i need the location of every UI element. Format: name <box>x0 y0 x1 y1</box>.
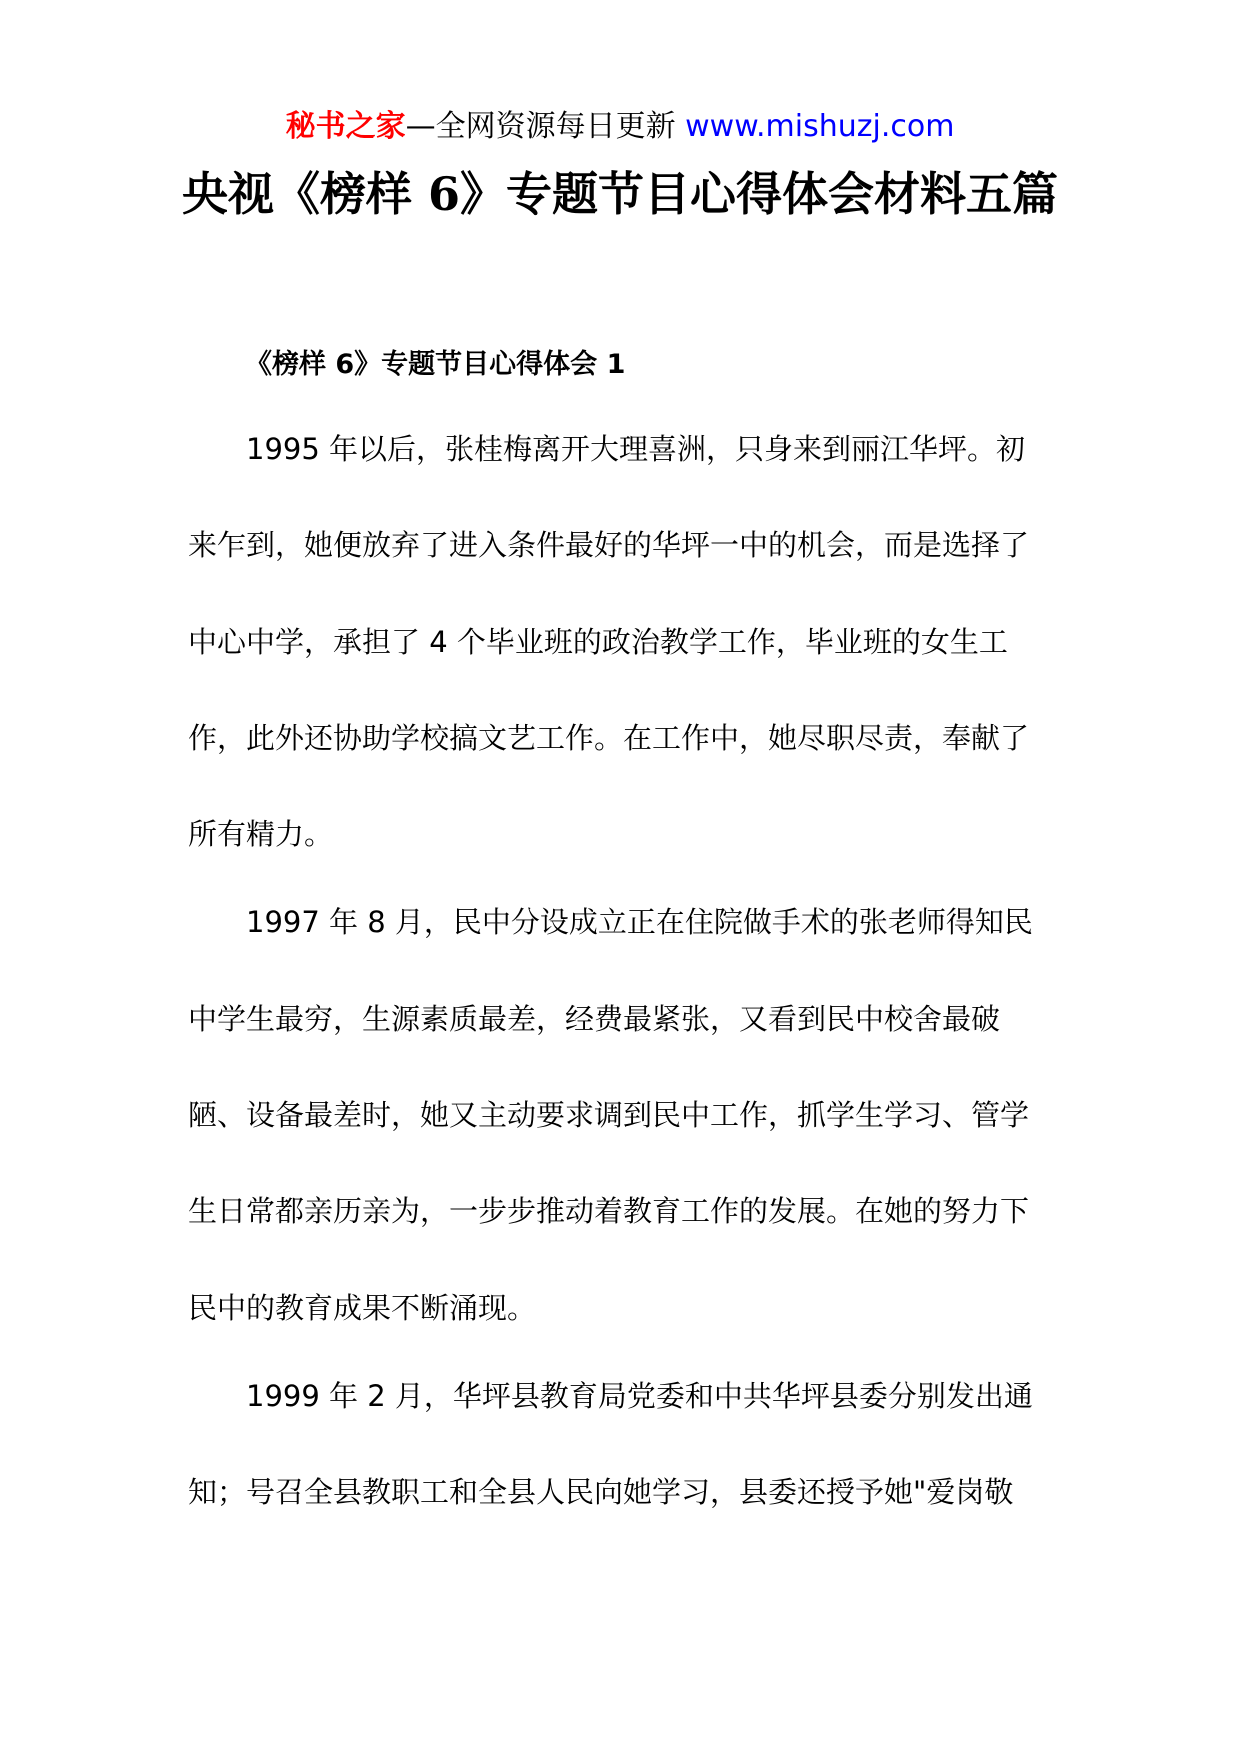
document-title: 央视《榜样 6》专题节目心得体会材料五篇 <box>181 167 1059 221</box>
site-tagline: —全网资源每日更新 <box>405 109 686 144</box>
site-url-link[interactable]: www.mishuzj.com <box>685 109 955 144</box>
section-heading: 《榜样 6》专题节目心得体会 1 <box>245 349 626 380</box>
paragraph-line: 知；号召全县教职工和全县人民向她学习，县委还授予她"爱岗敬 <box>188 1475 1014 1509</box>
paragraph-line: 所有精力。 <box>188 817 334 851</box>
site-brand: 秘书之家 <box>285 109 406 144</box>
paragraph-line: 1997 年 8 月，民中分设成立正在住院做手术的张老师得知民 <box>246 905 1033 939</box>
paragraph-line: 生日常都亲历亲为，一步步推动着教育工作的发展。在她的努力下 <box>188 1194 1030 1228</box>
paragraph-line: 来乍到，她便放弃了进入条件最好的华坪一中的机会，而是选择了 <box>188 528 1030 562</box>
paragraph-line: 陋、设备最差时，她又主动要求调到民中工作，抓学生学习、管学 <box>188 1098 1030 1132</box>
paragraph-line: 中心中学，承担了 4 个毕业班的政治教学工作，毕业班的女生工 <box>188 625 1008 659</box>
paragraph-line: 1995 年以后，张桂梅离开大理喜洲，只身来到丽江华坪。初 <box>246 432 1026 466</box>
paragraph-line: 作，此外还协助学校搞文艺工作。在工作中，她尽职尽责，奉献了 <box>188 721 1030 755</box>
site-header <box>0 105 1240 149</box>
paragraph-line: 中学生最穷，生源素质最差，经费最紧张，又看到民中校舍最破 <box>188 1002 1001 1036</box>
paragraph-line: 1999 年 2 月，华坪县教育局党委和中共华坪县委分别发出通 <box>246 1379 1033 1413</box>
paragraph-line: 民中的教育成果不断涌现。 <box>188 1291 537 1325</box>
